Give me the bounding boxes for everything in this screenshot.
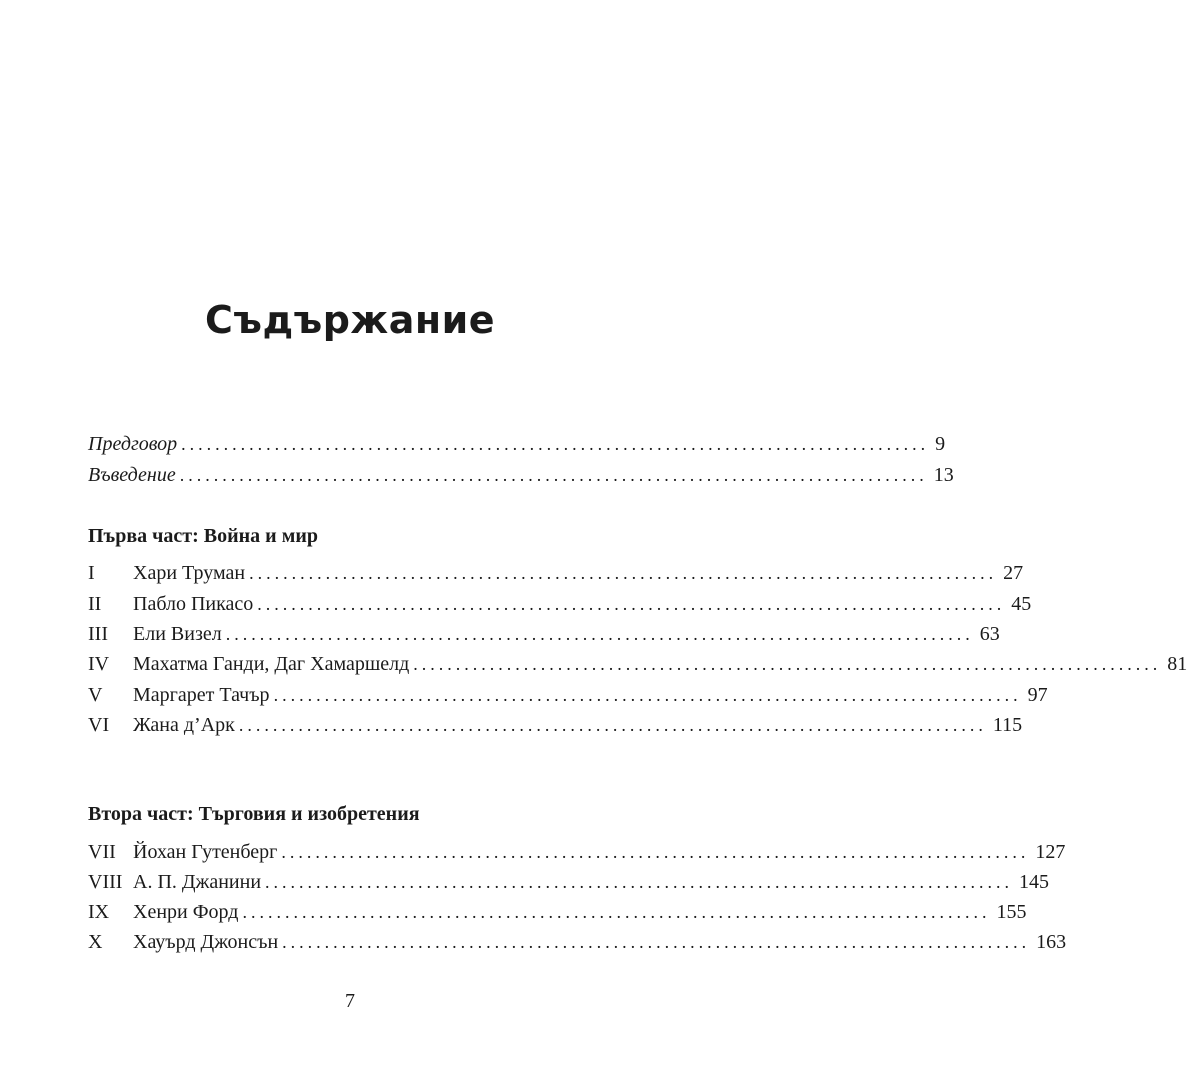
page-number: 7 [345, 990, 355, 1012]
toc-entry-title: Въведение [88, 464, 176, 486]
toc-entry-page: 9 [935, 433, 946, 455]
dot-leader: ........................................................................................ [249, 563, 998, 583]
dot-leader: ........................................................................................ [413, 654, 1162, 674]
chapter-number: I [88, 562, 95, 584]
toc-entry-title: А. П. Джанини [133, 871, 262, 893]
toc-entry-title: Хауърд Джонсън [133, 931, 279, 953]
toc-entry-page: 163 [1036, 931, 1067, 953]
toc-entry-title: Жана д’Арк [133, 714, 235, 736]
toc-entry-page: 81 [1167, 653, 1187, 675]
toc-entry-title: Пабло Пикасо [133, 593, 254, 615]
toc-entry[interactable] [88, 652, 1187, 676]
toc-entry-page: 27 [1003, 562, 1024, 584]
toc-entry-title: Маргарет Тачър [133, 684, 270, 706]
dot-leader: ........................................................................................ [225, 624, 974, 644]
chapter-number: IV [88, 653, 110, 675]
toc-entry[interactable] [88, 683, 1048, 707]
chapter-number: II [88, 593, 102, 615]
dot-leader: ........................................................................................ [273, 685, 1022, 705]
part-heading: Втора част: Търговия и изобретения [88, 803, 420, 825]
toc-entry-page: 45 [1011, 593, 1032, 615]
toc-entry-title: Ели Визел [133, 623, 222, 645]
toc-entry-page: 63 [979, 623, 1000, 645]
toc-entry[interactable] [88, 622, 1000, 646]
toc-entry-page: 155 [996, 901, 1027, 923]
toc-entry-title: Хари Труман [133, 562, 246, 584]
chapter-number: VIII [88, 871, 123, 893]
toc-entry[interactable] [88, 900, 1027, 924]
toc-entry[interactable] [88, 561, 1024, 585]
dot-leader: ........................................................................................ [265, 872, 1014, 892]
toc-entry-title: Махатма Ганди, Даг Хамаршелд [133, 653, 410, 675]
chapter-number: IX [88, 901, 110, 923]
toc-entry-page: 97 [1027, 684, 1048, 706]
dot-leader: ........................................................................................ [282, 932, 1031, 952]
toc-entry-title: Хенри Форд [133, 901, 239, 923]
toc-entry-page: 127 [1035, 841, 1066, 863]
part-heading: Първа част: Война и мир [88, 525, 318, 547]
toc-entry-introduction[interactable] [88, 463, 954, 487]
toc-entry-page: 115 [992, 714, 1023, 736]
toc-entry-page: 145 [1019, 871, 1050, 893]
dot-leader: ........................................................................................ [179, 465, 928, 485]
chapter-number: V [88, 684, 103, 706]
toc-entry[interactable] [88, 840, 1066, 864]
toc-entry-preface[interactable] [88, 432, 946, 456]
dot-leader: ........................................................................................ [281, 842, 1030, 862]
dot-leader: ........................................................................................ [242, 902, 991, 922]
toc-entry-page: 13 [933, 464, 954, 486]
toc-entry-title: Йохан Гутенберг [133, 841, 278, 863]
dot-leader: ........................................................................................ [238, 715, 987, 735]
page-title: Съдържание [205, 298, 495, 342]
dot-leader: ........................................................................................ [257, 594, 1006, 614]
chapter-number: III [88, 623, 108, 645]
chapter-number: VI [88, 714, 110, 736]
toc-entry[interactable] [88, 592, 1032, 616]
dot-leader: ........................................................................................ [181, 434, 930, 454]
toc-entry[interactable] [88, 930, 1067, 954]
toc-entry[interactable] [88, 870, 1050, 894]
chapter-number: VII [88, 841, 116, 863]
toc-entry[interactable] [88, 713, 1023, 737]
toc-entry-title: Предговор [88, 433, 178, 455]
chapter-number: X [88, 931, 103, 953]
